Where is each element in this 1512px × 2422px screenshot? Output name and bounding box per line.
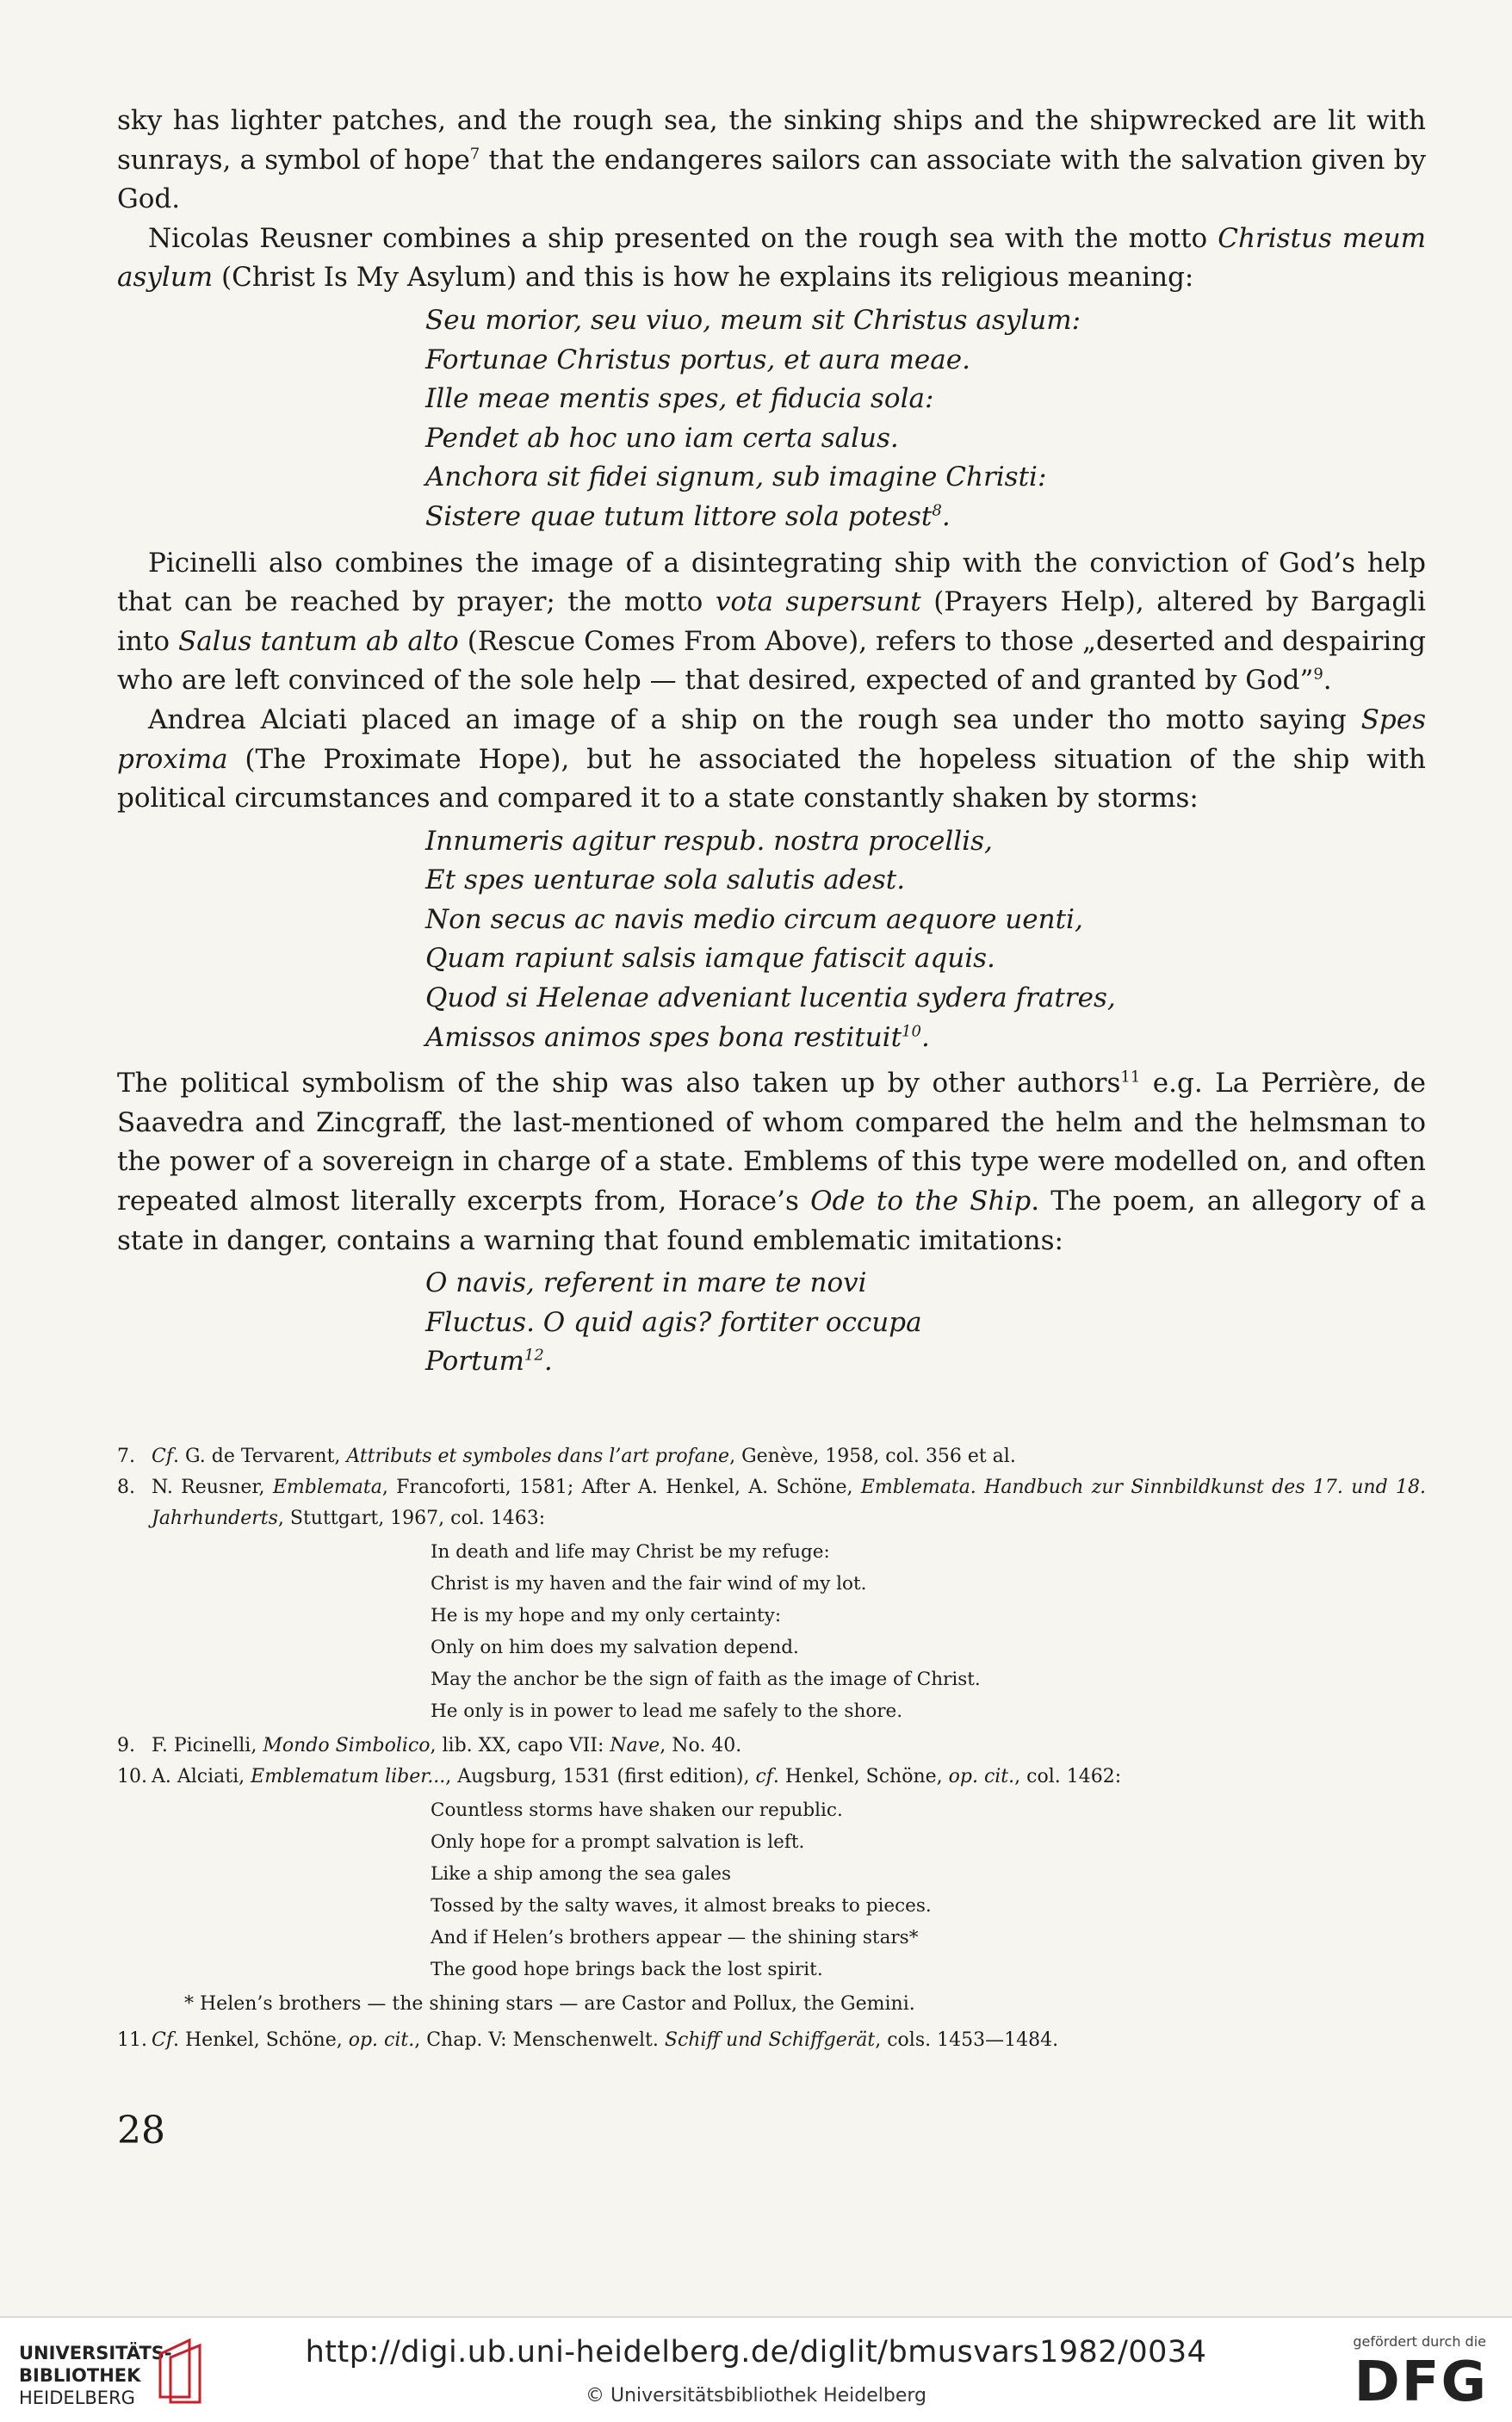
verse-line: May the anchor be the sign of faith as the image of Christ. bbox=[431, 1669, 981, 1690]
verse-line: Ille meae mentis spes, et fiducia sola: bbox=[425, 383, 934, 415]
verse-line: Countless storms have shaken our republic. bbox=[431, 1799, 843, 1821]
verse-line: Fluctus. O quid agis? fortiter occupa bbox=[425, 1306, 922, 1338]
verse-line: Seu morior, seu viuo, meum sit Christus asylum: bbox=[425, 304, 1081, 336]
paragraph: Nicolas Reusner combines a ship presented on the rough sea with the motto Christus meum asylum (Christ Is My Asylum) and this is how he explains its religious meaning: bbox=[117, 222, 1426, 294]
verse-line: He only is in power to lead me safely to the shore. bbox=[431, 1700, 903, 1722]
verse-line: He is my hope and my only certainty: bbox=[431, 1605, 782, 1626]
translation-verse bbox=[431, 1794, 1426, 1985]
verse-line: Anchora sit fidei signum, sub imagine Christi: bbox=[425, 461, 1047, 493]
footnote-9: 9. F. Picinelli, Mondo Simbolico, lib. XX, capo VII: Nave, No. 40. bbox=[117, 1735, 742, 1756]
paragraph: Andrea Alciati placed an image of a ship on the rough sea under tho motto saying Spes proxima (The Proximate Hope), but he associated the hopeless situation of the ship with political circumstances and compared it to a state constantly shaken by storms: bbox=[117, 703, 1426, 815]
verse-line: Quam rapiunt salsis iamque fatiscit aquis. bbox=[425, 943, 995, 975]
verse-line: Only hope for a prompt salvation is left. bbox=[431, 1831, 805, 1853]
digitization-footer bbox=[0, 2316, 1512, 2422]
verse-line: Innumeris agitur respub. nostra procellis, bbox=[425, 825, 993, 857]
latin-verse bbox=[425, 822, 1426, 1058]
verse-line: Portum$^{12}$. bbox=[425, 1346, 553, 1378]
verse-line: And if Helen’s brothers appear — the shining stars* bbox=[431, 1927, 919, 1948]
verse-line: Christ is my haven and the fair wind of my lot. bbox=[431, 1573, 867, 1595]
dfg-logo: DFG bbox=[1354, 2351, 1488, 2414]
footnote-star-note: * Helen’s brothers — the shining stars — are Castor and Pollux, the Gemini. bbox=[184, 1993, 915, 2015]
paragraph: sky has lighter patches, and the rough sea, the sinking ships and the shipwrecked are lit with sunrays, a symbol of hope$^7$ that the endangeres sailors can associate with the salvation given by God. bbox=[117, 105, 1426, 215]
paragraph: Picinelli also combines the image of a disintegrating ship with the conviction of God’s help that can be reached by prayer; the motto vota supersunt (Prayers Help), altered by Bargagli into Salus tantum ab alto (Rescue Comes From Above), refers to those „deserted and despairing who are left convinced of the sole help — that desired, expected of and granted by God”$^9$. bbox=[117, 547, 1427, 697]
verse-line: Like a ship among the sea gales bbox=[431, 1863, 732, 1885]
verse-line: In death and life may Christ be my refuge: bbox=[431, 1541, 830, 1563]
copyright-notice: © Universitätsbibliothek Heidelberg bbox=[585, 2385, 926, 2407]
library-logo-text: UNIVERSITÄTS- BIBLIOTHEK HEIDELBERG bbox=[19, 2343, 172, 2408]
verse-line: Tossed by the salty waves, it almost breaks to pieces. bbox=[431, 1895, 932, 1917]
verse-line: Non secus ac navis medio circum aequore uenti, bbox=[425, 903, 1083, 935]
paragraph: The political symbolism of the ship was also taken up by other authors$^{11}$ e.g. La Perrière, de Saavedra and Zincgraff, the last-mentioned of whom compared the helm and the helmsman to the power of a sovereign in charge of a state. Emblems of this type were modelled on, and often repeated almost literally excerpts from, Horace’s Ode to the Ship. The poem, an allegory of a state in danger, contains a warning that found emblematic imitations: bbox=[117, 1068, 1426, 1256]
verse-line: Pendet ab hoc uno iam certa salus. bbox=[425, 422, 899, 454]
footnote-11: 11. Cf. Henkel, Schöne, op. cit., Chap. V: Menschenwelt. Schiff und Schiffgerät, cols. 1453—1484. bbox=[117, 2029, 1059, 2051]
verse-line: Et spes uenturae sola salutis adest. bbox=[425, 864, 906, 896]
verse-line: Quod si Helenae adveniant lucentia sydera fratres, bbox=[425, 982, 1116, 1014]
footnote-7: 7. Cf. G. de Tervarent, Attributs et symboles dans l’art profane, Genève, 1958, col. 356 et al. bbox=[117, 1446, 1016, 1467]
verse-line: Fortunae Christus portus, et aura meae. bbox=[425, 344, 970, 375]
verse-line: O navis, referent in mare te novi bbox=[425, 1267, 867, 1299]
verse-line: Sistere quae tutum littore sola potest$^8$. bbox=[425, 500, 951, 532]
footnote-10: 10. A. Alciati, Emblematum liber..., Augsburg, 1531 (first edition), cf. Henkel, Schöne, op. cit., col. 1462: bbox=[117, 1766, 1122, 1787]
footnote-8: 8. N. Reusner, Emblemata, Francoforti, 1581; After A. Henkel, A. Schöne, Emblemata. Handbuch zur Sinnbildkunst des 17. und 18. Jahrhunderts, Stuttgart, 1967, col. 1463: bbox=[117, 1477, 1426, 1529]
translation-verse bbox=[431, 1536, 1426, 1727]
verse-line: Amissos animos spes bona restituit$^{10}$. bbox=[425, 1021, 930, 1053]
funding-caption: gefördert durch die bbox=[1353, 2333, 1486, 2350]
page-number: 28 bbox=[117, 2109, 165, 2153]
latin-verse bbox=[425, 1264, 1426, 1382]
verse-line: Only on him does my salvation depend. bbox=[431, 1637, 799, 1658]
main-text bbox=[117, 102, 1426, 1389]
footnotes bbox=[117, 1441, 1426, 2056]
source-url-link[interactable]: http://digi.ub.uni-heidelberg.de/diglit/bmusvars1982/0034 bbox=[305, 2335, 1207, 2369]
verse-line: The good hope brings back the lost spirit. bbox=[431, 1959, 823, 1980]
latin-verse bbox=[425, 301, 1426, 537]
